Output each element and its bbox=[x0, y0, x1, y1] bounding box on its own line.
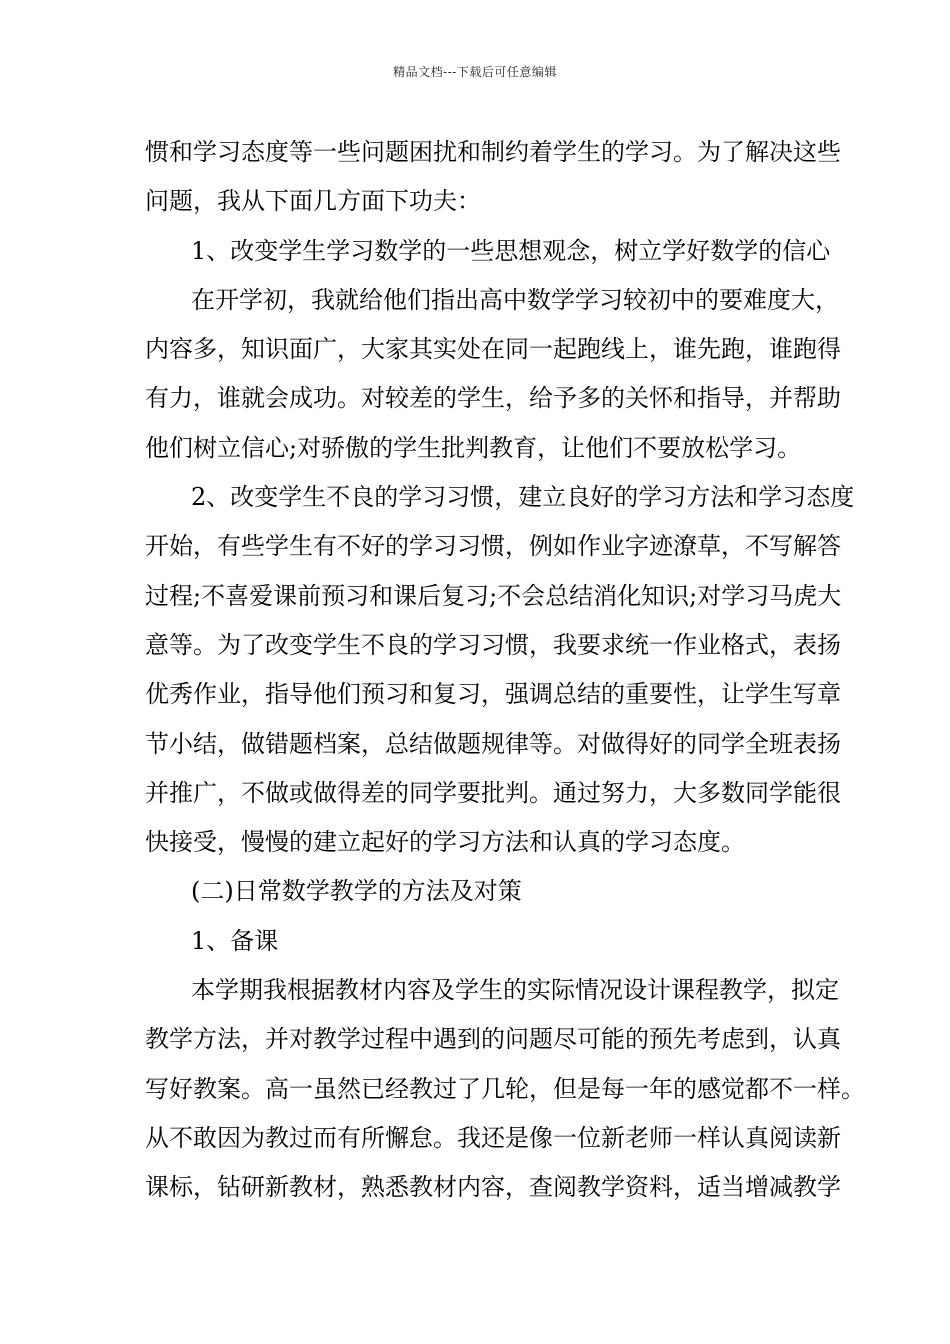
text-line: 他们树立信心;对骄傲的学生批判教育，让他们不要放松学习。 bbox=[145, 433, 802, 462]
text-line: 意等。为了改变学生不良的学习习惯，我要求统一作业格式，表扬 bbox=[145, 630, 841, 659]
section-heading: 1、备课 bbox=[191, 926, 279, 955]
paragraph-first-line: 在开学初，我就给他们指出高中数学学习较初中的要难度大， bbox=[191, 285, 839, 314]
text-line: 课标，钻研新教材，熟悉教材内容，查阅教学资料，适当增减教学 bbox=[145, 1173, 841, 1202]
text-line: 问题，我从下面几方面下功夫： bbox=[145, 187, 481, 216]
text-line: 惯和学习态度等一些问题困扰和制约着学生的学习。为了解决这些 bbox=[145, 138, 841, 166]
section-heading: 2、改变学生不良的学习习惯，建立良好的学习方法和学习态度 bbox=[191, 483, 855, 512]
text-line: 过程;不喜爱课前预习和课后复习;不会总结消化知识;对学习马虎大 bbox=[145, 581, 842, 610]
text-line: 写好教案。高一虽然已经教过了几轮，但是每一年的感觉都不一样。 bbox=[145, 1074, 865, 1103]
section-heading: 1、改变学生学习数学的一些思想观念，树立学好数学的信心 bbox=[191, 236, 831, 265]
text-line: 优秀作业，指导他们预习和复习，强调总结的重要性，让学生写章 bbox=[145, 680, 841, 709]
page-header: 精品文档---下载后可任意编辑 bbox=[393, 65, 557, 79]
text-line: 有力，谁就会成功。对较差的学生，给予多的关怀和指导，并帮助 bbox=[145, 384, 841, 413]
paragraph-first-line: 本学期我根据教材内容及学生的实际情况设计课程教学，拟定 bbox=[191, 976, 839, 1005]
document-body bbox=[145, 128, 865, 1213]
section-heading: (二)日常数学教学的方法及对策 bbox=[191, 877, 522, 906]
text-line: 从不敢因为教过而有所懈怠。我还是像一位新老师一样认真阅读新 bbox=[145, 1123, 841, 1152]
text-line: 内容多，知识面广，大家其实处在同一起跑线上，谁先跑，谁跑得 bbox=[145, 335, 841, 364]
text-line: 快接受，慢慢的建立起好的学习方法和认真的学习态度。 bbox=[145, 828, 745, 857]
text-line: 并推广，不做或做得差的同学要批判。通过努力，大多数同学能很 bbox=[145, 778, 841, 807]
text-line: 教学方法，并对教学过程中遇到的问题尽可能的预先考虑到，认真 bbox=[145, 1025, 841, 1054]
text-line: 节小结，做错题档案，总结做题规律等。对做得好的同学全班表扬 bbox=[145, 729, 841, 758]
text-line: 开始，有些学生有不好的学习习惯，例如作业字迹潦草，不写解答 bbox=[145, 532, 841, 561]
